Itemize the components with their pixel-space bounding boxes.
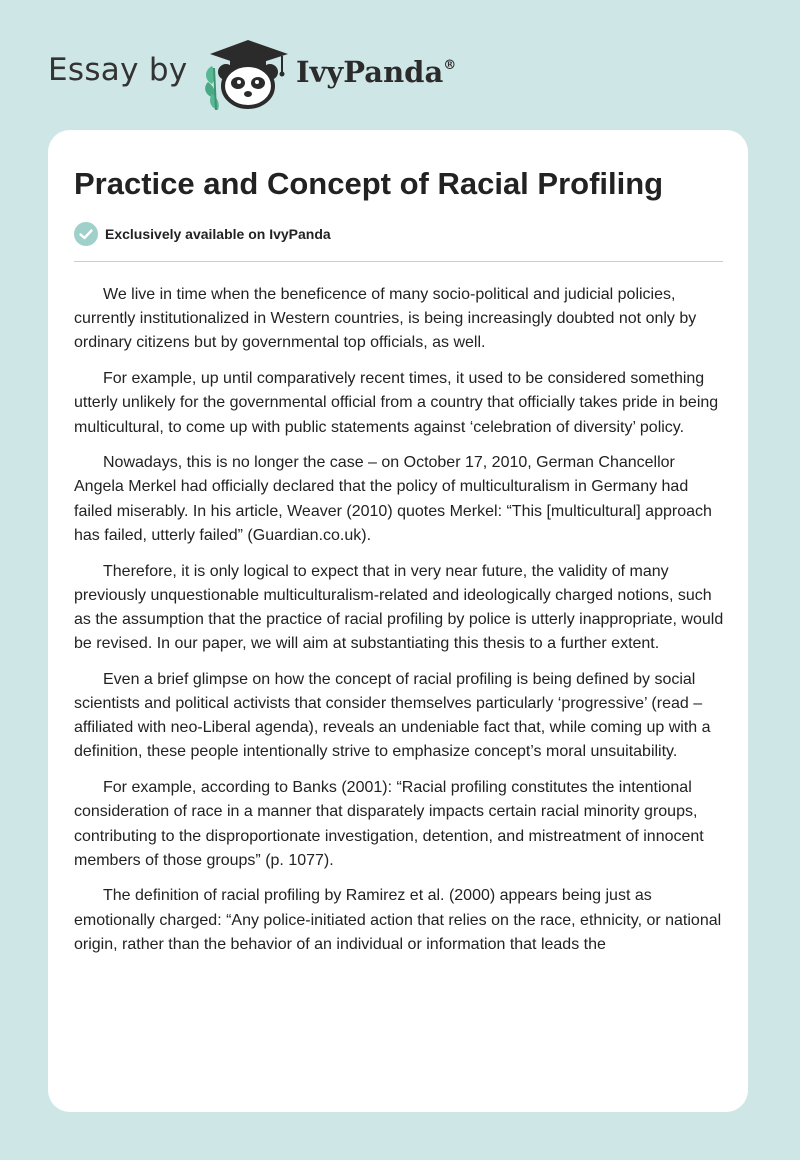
paragraph: Even a brief glimpse on how the concept of racial profiling is being defined by social scientists and political activists that consider themselves particularly ‘progressive’ (read – affiliated with neo-Liberal agenda), reveals an undeniable fact that, while coming up with a definition, these people intentionally strive to emphasize concept’s moral unsuitability. — [74, 670, 711, 761]
exclusive-badge — [74, 222, 331, 246]
paragraph: For example, up until comparatively recent times, it used to be considered something utterly unlikely for the governmental official from a country that officially takes pride in being multicultural, to come up with public statements against ‘celebration of diversity’ policy. — [74, 370, 719, 436]
site-header — [0, 0, 800, 130]
check-circle-icon — [74, 222, 98, 246]
title-divider — [74, 261, 723, 262]
exclusive-badge-label: Exclusively available on IvyPanda — [105, 226, 331, 242]
essay-card — [48, 130, 748, 1112]
brand-name-text: IvyPanda — [296, 55, 444, 89]
paragraph: Therefore, it is only logical to expect that in very near future, the validity of many previously unquestionable multiculturalism-related and ideologically charged notions, such as the assumption that the practice of racial profiling by police is utterly inappropriate, would be revised. In our paper, we will aim at substantiating this thesis to a further extent. — [74, 562, 724, 653]
panda-graduation-cap-logo-icon[interactable] — [200, 36, 296, 110]
essay-body — [74, 283, 726, 969]
paragraph: For example, according to Banks (2001): “Racial profiling constitutes the intentional consideration of race in a manner that disparately impacts certain racial minority groups, contributing to the disproportionate investigation, detention, and mistreatment of innocent members of those groups” (p. 1077). — [74, 779, 704, 869]
registered-mark: ® — [443, 58, 457, 74]
paragraph: We live in time when the beneficence of many socio-political and judicial policies, currently institutionalized in Western countries, is being increasingly doubted not only by ordinary citizens but by governmental top officials, as well. — [74, 286, 697, 352]
paragraph: The definition of racial profiling by Ramirez et al. (2000) appears being just as emotionally charged: “Any police-initiated action that relies on the race, ethnicity, or national origin, rather than the behavior of an individual or information that leads the — [74, 887, 722, 953]
essay-by-label: Essay by — [48, 52, 188, 88]
essay-title: Practice and Concept of Racial Profiling — [74, 166, 664, 201]
brand-name[interactable] — [296, 55, 456, 89]
paragraph: Nowadays, this is no longer the case – on October 17, 2010, German Chancellor Angela Merkel had officially declared that the policy of multiculturalism in Germany had failed miserably. In his article, Weaver (2010) quotes Merkel: “This [multicultural] approach has failed, utterly failed” (Guardian.co.uk). — [74, 454, 712, 544]
